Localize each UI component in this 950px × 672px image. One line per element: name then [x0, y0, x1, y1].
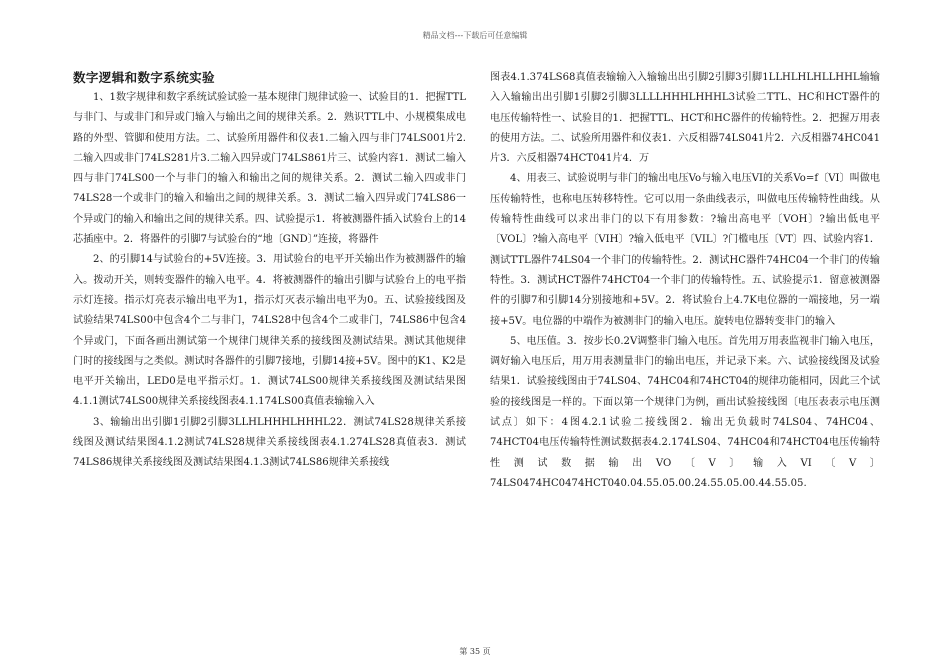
page-number: 第 35 页 [459, 647, 491, 656]
document-title: 数字逻辑和数字系统实验 [73, 70, 215, 85]
left-column [73, 68, 466, 474]
right-column [490, 68, 880, 494]
paragraph-1: 1、1数字规律和数字系统试验试验一基本规律门规律试验一、试验目的1．把握TTL与非门、与或非门和异或门输入与输出之间的规律关系。2．熟识TTL中、小规模集成电路的外型、管脚和使用方法。二、试验所用器件和仪表1.二输入四与非门74LS001片2.二输入四或非门74LS281片3.二输入四异或门74LS861片三、试验内容1．测试二输入四与非门74LS00一个与非门的输入和输出之间的规律关系。2．测试二输入四或非门74LS28一个或非门的输入和输出之间的规律关系。3．测试二输入四异或门74LS86一个异或门的输入和输出之间的规律关系。四、试验提示1．将被测器件插入试验台上的14芯插座中。2．将器件的引脚7与试验台的“地〔GND〕”连接，将器件 [73, 92, 466, 246]
paragraph-4: 4、用表三、试验说明与非门的输出电压Vo与输入电压VI的关系Vo=f〔VI〕叫做电压传输特性，也称电压转移特性。它可以用一条曲线表示，叫做电压传输特性曲线。从传输特性曲线可以求出非门的以下有用参数：?输出高电平〔VOH〕?输出低电平〔VOL〕?输入高电平〔VIH〕?输入低电平〔VIL〕?门槛电压〔VT〕四、试验内容1．测试TTL器件74LS04一个非门的传输特性。2．测试HC器件74HC04一个非门的传输特性。3．测试HCT器件74HCT04一个非门的传输特性。五、试验提示1．留意被测器件的引脚7和引脚14分别接地和+5V。2．将试验台上4.7K电位器的一端接地，另一端接+5V。电位器的中端作为被测非门的输入电压。旋转电位器转变非门的输入 [490, 173, 880, 327]
page-header: 精品文档---下载后可任意编辑 [422, 31, 528, 40]
paragraph-2: 2、的引脚14与试验台的+5V连接。3．用试验台的电平开关输出作为被测器件的输入。拨动开关，则转变器件的输入电平。4．将被测器件的输出引脚与试验台上的电平指示灯连接。指示灯亮表示输出电平为1，指示灯灭表示输出电平为0。五、试验接线图及试验结果74LS00中包含4个二与非门，74LS28中包含4个二或非门，74LS86中包含4个异或门，下面各画出测试第一个规律门规律关系的接线图及测试结果。测试其他规律门时的接线图与之类似。测试时各器件的引脚7接地，引脚14接+5V。图中的K1、K2是电平开关输出，LED0是电平指示灯。1．测试74LS00规律关系接线图及测试结果图4.1.1测试74LS00规律关系接线图表4.1.174LS00真值表输输入入 [73, 254, 466, 408]
paragraph-5: 5、电压值。3．按步长0.2V调整非门输入电压。首先用万用表监视非门输入电压，调好输入电压后，用万用表测量非门的输出电压，并记录下来。六、试验接线图及试验结果1．试验接线图由于74LS04、74HC04和74HCT04的规律功能相同，因此三个试验的接线图是一样的。下面以第一个规律门为例，画出试验接线图〔电压表表示电压测试点〕如下：4图4.2.1试验二接线图2．输出无负载时74LS04、74HC04、74HCT04电压传输特性测试数据表4.2.174LS04、74HC04和74HCT04电压传输特性测试数据输出VO〔V〕输入VI〔V〕74LS0474HC0474HCT040.04.55.05.00.24.55.05.00.44.55.05. [490, 335, 880, 489]
paragraph-3-continued: 图表4.1.374LS68真值表输输入入输输出出引脚2引脚3引脚1LLHLHLHLLHHL输输入入输输出出引脚1引脚2引脚3LLLLHHHLHHHL3试验二TTL、HC和HCT器件的电压传输特性一、试验目的1．把握TTL、HCT和HC器件的传输特性。2．把握万用表的使用方法。二、试验所用器件和仪表1．六反相器74LS041片2．六反相器74HC041片3．六反相器74HCT041片4．万 [490, 72, 880, 165]
paragraph-3: 3、输输出出引脚1引脚2引脚3LLHLHHHLHHHL22．测试74LS28规律关系接线图及测试结果图4.1.2测试74LS28规律关系接线图表4.1.274LS28真值表3．测试74LS86规律关系接线图及测试结果图4.1.3测试74LS86规律关系接线 [73, 416, 466, 469]
